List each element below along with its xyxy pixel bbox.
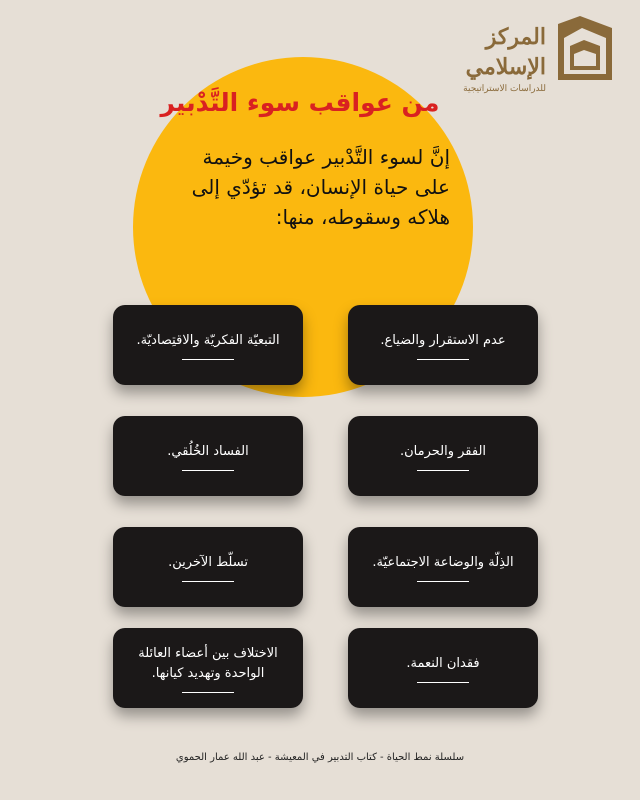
card-2-text: التبعيّة الفكريّة والاقتِصاديّة.: [136, 332, 280, 348]
card-3-underline: [417, 470, 469, 471]
card-6-underline: [182, 581, 234, 582]
logo-line-1: المركز الإسلامي: [465, 24, 546, 80]
card-1-text: عدم الاستقرار والضياع.: [380, 332, 506, 348]
card-1-underline: [417, 359, 469, 360]
card-6: [113, 527, 303, 607]
card-2-underline: [182, 359, 234, 360]
card-5: [348, 527, 538, 607]
card-8-text: الاختلاف بين أعضاء العائلة الواحدة وتهديد كيانها.: [138, 645, 278, 681]
card-8: [113, 628, 303, 708]
card-3-text: الفقر والحرمان.: [399, 443, 487, 459]
card-7-text: فقدان النعمة.: [406, 655, 480, 671]
card-1: [348, 305, 538, 385]
card-7: [348, 628, 538, 708]
card-3: [348, 416, 538, 496]
card-4-text: الفساد الخُلُقي.: [167, 443, 249, 459]
card-4: [113, 416, 303, 496]
card-7-underline: [417, 682, 469, 683]
page-title: من عواقب سوء التَّدْبير: [160, 88, 440, 117]
card-6-text: تسلّط الآخرين.: [168, 554, 248, 570]
footer-credit: سلسلة نمط الحياة - كتاب التدبير في المعيشة - عبد الله عمار الحموي: [175, 752, 465, 763]
card-5-underline: [417, 581, 469, 582]
logo-line-2: للدراسات الاستراتيجية: [463, 84, 546, 94]
card-4-underline: [182, 470, 234, 471]
card-2: [113, 305, 303, 385]
intro-text: إنَّ لسوء التَّدْبير عواقب وخيمة على حياة الإنسان، قد تؤدّي إلى هلاكه وسقوطه، منها:: [191, 145, 450, 229]
card-5-text: الذِلّة والوضاعة الاجتماعيّة.: [372, 554, 514, 570]
card-8-underline: [182, 692, 234, 693]
